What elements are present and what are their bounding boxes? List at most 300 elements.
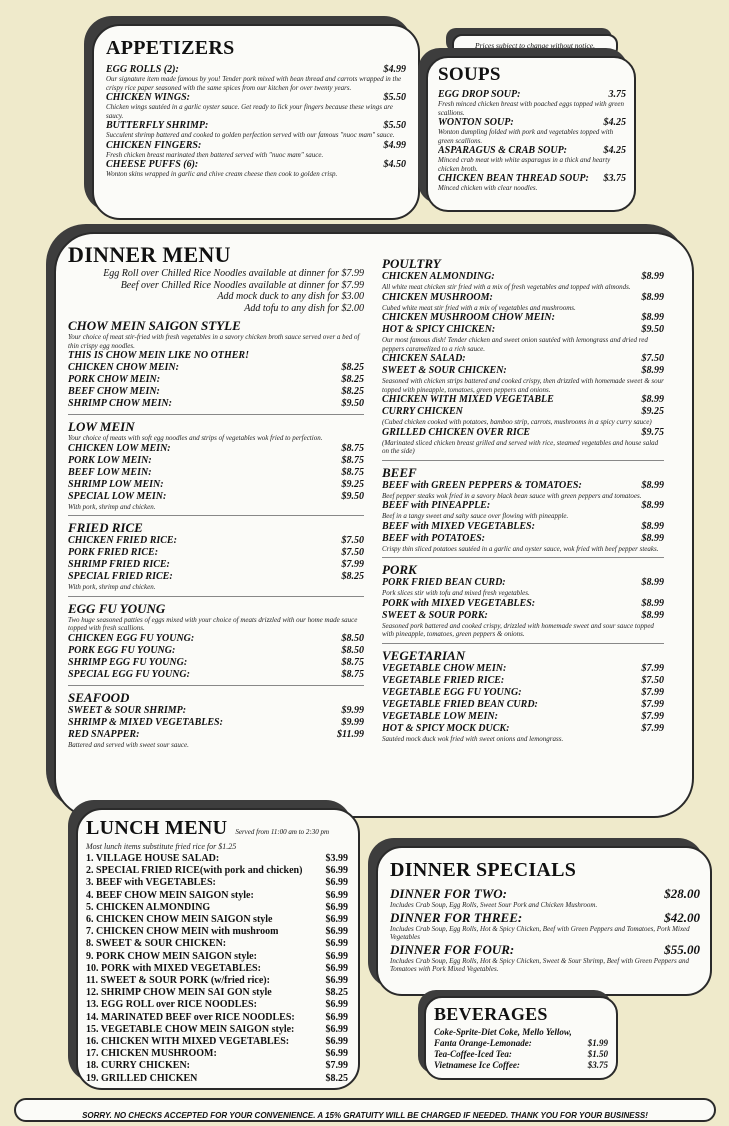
item-price: $7.99 (641, 698, 664, 710)
beverages-panel (424, 996, 618, 1080)
menu-item (382, 663, 664, 675)
section-title: EGG FU YOUNG (68, 600, 166, 616)
item-name: 8. SWEET & SOUR CHICKEN: (86, 938, 227, 950)
item-price: $6.99 (325, 1011, 348, 1023)
item-price: $8.99 (641, 609, 664, 621)
menu-item (68, 657, 364, 669)
menu-item (434, 1027, 608, 1038)
item-price: $8.99 (641, 394, 664, 405)
section-fried-rice (68, 515, 364, 592)
menu-item (434, 1060, 608, 1071)
menu-item (382, 521, 664, 533)
menu-item (382, 406, 664, 418)
item-name: CHICKEN MUSHROOM: (382, 291, 493, 303)
item-name: SHRIMP LOW MEIN: (68, 478, 164, 490)
item-name: CHEESE PUFFS (6): (106, 159, 199, 170)
item-name: CHICKEN WITH MIXED VEGETABLE (382, 394, 554, 405)
item-description: Seasoned with chicken strips battered and cooked crispy, then drizzled with homemade sweet & sour topped with pineapple, tomatoes, green peppers and onions. (382, 377, 664, 394)
item-price: $8.25 (341, 386, 364, 397)
item-price: $6.99 (325, 1048, 348, 1060)
item-name: 13. EGG ROLL over RICE NOODLES: (86, 999, 257, 1011)
item-price: $4.99 (383, 64, 406, 75)
item-price: $8.99 (641, 479, 664, 491)
soups-title: SOUPS (438, 64, 501, 85)
item-name: Tea-Coffee-Iced Tea: (434, 1049, 512, 1059)
item-description: Fresh chicken breast marinated then battered served with "nuoc mam" sauce. (106, 150, 324, 159)
section-pork (382, 557, 664, 639)
item-name: CHICKEN SALAD: (382, 353, 466, 364)
section-divider (382, 643, 664, 644)
menu-item (86, 987, 348, 999)
item-name: BEEF with MIXED VEGETABLES: (382, 520, 535, 532)
item-price: 3.75 (608, 89, 626, 100)
addon-line: Add mock duck to any dish for $3.00 (217, 291, 364, 302)
appetizers-list (106, 64, 406, 179)
item-description: Our most famous dish! Tender chicken and sweet onion sautéed with lemongrass and dried red peppers caramelized to a rich sauce. (382, 336, 648, 353)
section-note: With pork, shrimp and chicken. (68, 502, 156, 511)
lunch-list (86, 853, 348, 1085)
menu-item (68, 535, 364, 547)
appetizers-title: APPETIZERS (106, 37, 235, 59)
item-name: PORK LOW MEIN: (68, 454, 152, 466)
item-name: 17. CHICKEN MUSHROOM: (86, 1048, 217, 1060)
section-vegetarian (382, 643, 664, 744)
section-title: CHOW MEIN SAIGON STYLE (68, 318, 241, 333)
item-name: BEEF CHOW MEIN: (68, 386, 160, 397)
menu-item (382, 365, 664, 377)
item-name: DINNER FOR THREE: (390, 909, 523, 925)
item-description: Beef pepper steaks wok fried in a savory black bean sauce with green peppers and tomatoes. (382, 491, 642, 500)
section-egg-fu-young (68, 596, 364, 681)
item-name: RED SNAPPER: (68, 728, 140, 740)
menu-item (86, 975, 348, 987)
menu-item (68, 467, 364, 479)
menu-item (382, 427, 664, 439)
item-name: PORK EGG FU YOUNG: (68, 644, 176, 656)
item-name: PORK with MIXED VEGETABLES: (382, 597, 536, 609)
item-price: $7.99 (641, 662, 664, 674)
dinner-left-column (68, 242, 364, 749)
item-price: $8.99 (641, 520, 664, 532)
item-price: $6.99 (325, 950, 348, 962)
item-name: 5. CHICKEN ALMONDING (86, 901, 211, 913)
menu-item (390, 886, 700, 901)
menu-item (86, 853, 348, 865)
item-price: $8.99 (641, 365, 664, 376)
item-price: $8.25 (325, 1072, 348, 1084)
soups-panel (426, 56, 636, 212)
item-name: EGG DROP SOUP: (438, 89, 521, 100)
item-name: 18. CURRY CHICKEN: (86, 1060, 190, 1072)
menu-item (382, 610, 664, 622)
item-name: Fanta Orange-Lemonade: (434, 1038, 532, 1048)
menu-item (68, 491, 364, 503)
section-description: Your choice of meats with soft egg noodles and strips of vegetables wok fried to perfection. (68, 434, 323, 442)
specials-title: DINNER SPECIALS (390, 859, 577, 881)
menu-item (86, 1012, 348, 1024)
menu-item (106, 140, 406, 151)
menu-item (382, 533, 664, 545)
menu-item (86, 926, 348, 938)
menu-item (68, 705, 364, 717)
menu-item (382, 500, 664, 512)
section-note: Battered and served with sweet sour sauce. (68, 740, 189, 749)
item-description: Wonton skins wrapped in garlic and chive cream cheese then cook to golden crisp. (106, 170, 338, 178)
item-description: Succulent shrimp battered and cooked to golden perfection served with our famous "nuoc mam" sauce. (106, 131, 395, 139)
item-name: CHICKEN BEAN THREAD SOUP: (438, 173, 589, 184)
item-price: $8.25 (341, 571, 364, 582)
section-title: FRIED RICE (68, 520, 143, 535)
section-divider (68, 596, 364, 597)
item-price: $6.99 (325, 889, 348, 901)
section-title: BEEF (382, 464, 417, 480)
item-name: SHRIMP EGG FU YOUNG: (68, 656, 188, 668)
menu-item (438, 89, 626, 100)
menu-item (106, 64, 406, 75)
menu-item (382, 292, 664, 304)
section-divider (68, 515, 364, 516)
addon-line: Add tofu to any dish for $2.00 (244, 302, 364, 314)
appetizers-panel (92, 24, 420, 220)
item-name: SWEET & SOUR SHRIMP: (68, 704, 187, 716)
section-divider (382, 460, 664, 461)
item-name: Vietnamese Ice Coffee: (434, 1060, 520, 1070)
item-description: Wonton dumpling folded with pork and vegetables topped with green scallions. (438, 128, 614, 145)
item-name: 3. BEEF with VEGETABLES: (86, 877, 216, 889)
menu-item (68, 669, 364, 681)
item-price: $3.75 (603, 173, 626, 184)
menu-item (86, 938, 348, 950)
lunch-menu-panel (76, 808, 360, 1090)
addon-line: Beef over Chilled Rice Noodles available at dinner for $7.99 (120, 279, 364, 291)
menu-item (382, 324, 664, 336)
menu-item (68, 362, 364, 374)
menu-item (68, 633, 364, 645)
item-price: $3.99 (325, 853, 348, 864)
menu-item (382, 699, 664, 711)
item-name: BEEF with POTATOES: (382, 532, 486, 544)
footer-banner (14, 1098, 716, 1122)
item-price: $8.50 (341, 632, 364, 644)
section-tagline: THIS IS CHOW MEIN LIKE NO OTHER! (68, 350, 249, 361)
menu-item (382, 480, 664, 492)
item-name: 4. BEEF CHOW MEIN SAIGON style: (86, 889, 254, 901)
section-title: LOW MEIN (68, 419, 135, 434)
dinner-right-column (382, 254, 664, 743)
menu-item (68, 398, 364, 410)
section-divider (68, 685, 364, 686)
item-name: CHICKEN EGG FU YOUNG: (68, 632, 195, 644)
item-name: CHICKEN CHOW MEIN: (68, 362, 179, 373)
soups-list (438, 89, 626, 193)
menu-item (382, 598, 664, 610)
item-name: GRILLED CHICKEN OVER RICE (382, 426, 531, 438)
item-price: $8.75 (341, 466, 364, 478)
dinner-addons (68, 268, 364, 314)
dinner-specials-panel (376, 846, 712, 996)
item-description: Chicken wings sautéed in a garlic oyster sauce. Get ready to lick your fingers because these wings are saucy. (106, 103, 393, 120)
item-description: Pork slices stir with tofu and mixed fresh vegetables. (382, 589, 530, 597)
item-name: 10. PORK with MIXED VEGETABLES: (86, 962, 261, 974)
menu-item (382, 675, 664, 687)
footer-text: SORRY. NO CHECKS ACCEPTED FOR YOUR CONVENIENCE. A 15% GRATUITY WILL BE CHARGED IF NEEDED. THANK YOU FOR YOUR BUSINESS! (82, 1111, 648, 1120)
menu-item (68, 571, 364, 583)
item-price: $7.50 (341, 547, 364, 558)
item-description: (Marinated sliced chicken breast grilled and served with rice, steamed vegetables and house salad on the side) (382, 438, 659, 455)
item-price: $5.50 (383, 92, 406, 103)
item-price: $8.75 (341, 442, 364, 454)
item-name: SWEET & SOUR PORK: (382, 609, 488, 621)
menu-item (434, 1038, 608, 1049)
item-name: HOT & SPICY CHICKEN: (382, 324, 496, 335)
menu-item (86, 1048, 348, 1060)
item-description: Seasoned pork battered and cooked crispy, drizzled with homemade sweet and sour sauce topped with pineapple, tomatoes, green peppers & onions. (382, 621, 654, 638)
item-price: $9.50 (341, 398, 364, 409)
dinner-left-sections (68, 318, 364, 749)
item-price: $9.25 (341, 478, 364, 490)
menu-item (86, 1073, 348, 1085)
item-name: 14. MARINATED BEEF over RICE NOODLES: (86, 1011, 295, 1023)
item-price: $55.00 (664, 941, 700, 957)
item-price: $5.50 (383, 120, 406, 131)
menu-item (68, 479, 364, 491)
item-name: SHRIMP FRIED RICE: (68, 559, 170, 570)
menu-item (86, 865, 348, 877)
item-price: $6.99 (325, 865, 348, 877)
item-name: 6. CHICKEN CHOW MEIN SAIGON style (86, 914, 273, 926)
item-price: $8.50 (341, 644, 364, 656)
menu-item (438, 117, 626, 128)
item-price: $9.50 (641, 324, 664, 335)
item-price: $6.99 (325, 877, 348, 889)
lunch-hours: Served from 11:00 am to 2:30 pm (235, 828, 330, 836)
item-price: $9.99 (341, 716, 364, 728)
section-low-mein (68, 414, 364, 511)
beverages-list (434, 1027, 608, 1071)
item-name: SHRIMP & MIXED VEGETABLES: (68, 716, 223, 728)
item-price: $8.75 (341, 656, 364, 668)
item-price: $8.75 (341, 454, 364, 466)
section-divider (68, 414, 364, 415)
item-price: $1.99 (587, 1038, 608, 1048)
item-price: $7.50 (641, 353, 664, 364)
menu-item (86, 890, 348, 902)
menu-item (68, 717, 364, 729)
item-description: Minced crab meat with white asparagus in a thick and hearty chicken broth. (438, 156, 611, 173)
item-price: $8.75 (341, 668, 364, 680)
section-title: VEGETARIAN (382, 647, 466, 663)
item-price: $6.99 (325, 914, 348, 926)
section-beef (382, 460, 664, 554)
item-name: VEGETABLE FRIED RICE: (382, 674, 505, 686)
menu-item (390, 942, 700, 957)
item-name: VEGETABLE FRIED BEAN CURD: (382, 698, 538, 710)
menu-item (86, 963, 348, 975)
section-note: With pork, shrimp and chicken. (68, 583, 156, 591)
section-title: POULTRY (382, 256, 441, 271)
menu-item (382, 723, 664, 735)
lunch-note: Most lunch items substitute fried rice for $1.25 (86, 842, 237, 851)
item-price: $8.25 (341, 362, 364, 373)
item-name: CHICKEN MUSHROOM CHOW MEIN: (382, 312, 555, 323)
item-name: PORK FRIED RICE: (68, 547, 159, 558)
section-note: Crispy thin sliced potatoes sautéed in a garlic and oyster sauce, wok fried with beef pepper steaks. (382, 544, 659, 553)
item-description: Minced chicken with clear noodles. (438, 184, 538, 192)
menu-item (382, 394, 664, 406)
item-description: Beef in a tangy sweet and salty sauce over flowing with pineapple. (382, 512, 569, 520)
item-price: $7.99 (641, 710, 664, 722)
item-name: PORK CHOW MEIN: (68, 374, 161, 385)
item-name: DINNER FOR FOUR: (390, 941, 515, 957)
menu-item (68, 386, 364, 398)
item-price: $4.25 (603, 145, 626, 156)
item-price: $6.99 (325, 926, 348, 938)
item-price: $7.50 (641, 674, 664, 686)
item-price: $7.99 (341, 559, 364, 570)
item-name: SPECIAL EGG FU YOUNG: (68, 668, 190, 680)
item-name: PORK FRIED BEAN CURD: (382, 577, 506, 588)
item-price: $11.99 (337, 728, 364, 740)
item-price: $6.99 (325, 901, 348, 913)
price-note: Prices subject to change without notice. (475, 41, 595, 50)
dinner-menu-panel (54, 232, 694, 818)
item-name: CHICKEN WINGS: (106, 92, 191, 103)
item-price: $8.99 (641, 271, 664, 282)
menu-item (390, 910, 700, 925)
menu-item (106, 120, 406, 131)
item-price: $9.25 (641, 406, 664, 417)
item-price: $1.50 (587, 1049, 608, 1059)
section-description: Your choice of meat stir-fried with fresh vegetables in a savory chicken broth sauce served over a bed of thin crispy egg noodles. (68, 333, 360, 350)
item-price: $7.99 (641, 686, 664, 698)
item-price: $8.25 (325, 987, 348, 999)
menu-item (382, 711, 664, 723)
section-description: Two huge seasoned patties of eggs mixed with your choice of meats drizzled with our home made sauce topped with fresh scallions. (68, 615, 358, 632)
menu-item (86, 1060, 348, 1072)
item-description: Includes Crab Soup, Egg Rolls, Hot & Spicy Chicken, Sweet & Sour Shrimp, Beef with Green Peppers and Tomatoes with Pork Mixed Vegetables. (390, 956, 689, 973)
menu-item (382, 271, 664, 283)
item-name: 9. PORK CHOW MEIN SAIGON style: (86, 950, 257, 962)
item-price: $8.99 (641, 532, 664, 544)
item-description: Fresh minced chicken breast with poached eggs topped with green scallions. (438, 100, 625, 117)
section-poultry (382, 256, 664, 456)
menu-item (106, 92, 406, 103)
item-price: $8.99 (641, 291, 664, 303)
menu-item (438, 173, 626, 184)
menu-item (86, 999, 348, 1011)
menu-item (382, 312, 664, 324)
menu-item (382, 353, 664, 365)
item-description: (Cubed chicken cooked with potatoes, bamboo strip, carrots, mushrooms in a spicy curry sauce) (382, 418, 652, 426)
menu-item (68, 729, 364, 741)
item-price: $6.99 (325, 938, 348, 950)
menu-item (86, 914, 348, 926)
section-note: Sautéed mock duck wok fried with sweet onions and lemongrass. (382, 734, 564, 743)
item-name: 15. VEGETABLE CHOW MEIN SAIGON style: (86, 1023, 295, 1035)
menu-item (86, 877, 348, 889)
addon-line: Egg Roll over Chilled Rice Noodles available at dinner for $7.99 (103, 268, 364, 279)
item-name: SWEET & SOUR CHICKEN: (382, 365, 507, 376)
item-name: BEEF with PINEAPPLE: (382, 500, 491, 511)
item-name: 2. SPECIAL FRIED RICE(with pork and chicken) (86, 865, 303, 877)
menu-item (86, 902, 348, 914)
item-price: $6.99 (325, 975, 348, 987)
item-price: $8.99 (641, 500, 664, 511)
item-name: VEGETABLE LOW MEIN: (382, 710, 498, 722)
item-name: 7. CHICKEN CHOW MEIN with mushroom (86, 926, 279, 938)
section-title: PORK (382, 562, 417, 577)
item-name: CURRY CHICKEN (382, 406, 463, 417)
item-price: $9.99 (341, 704, 364, 716)
menu-item (68, 443, 364, 455)
item-name: SPECIAL FRIED RICE: (68, 571, 173, 582)
item-name: HOT & SPICY MOCK DUCK: (382, 722, 510, 734)
item-description: Our signature item made famous by you! Tender pork mixed with bean thread and carrots wrapped in the crispy rice paper seasoned with the same spices from our kitchen for over twenty years. (106, 75, 402, 92)
menu-item (86, 1024, 348, 1036)
section-title: SEAFOOD (68, 689, 130, 705)
lunch-title: LUNCH MENU (86, 817, 228, 839)
menu-item (68, 645, 364, 657)
menu-item (382, 577, 664, 589)
section-seafood (68, 685, 364, 750)
menu-item (434, 1049, 608, 1060)
menu-item (86, 1036, 348, 1048)
item-name: CHICKEN FRIED RICE: (68, 535, 177, 546)
item-price: $8.99 (641, 312, 664, 323)
menu-item (438, 145, 626, 156)
item-name: Coke-Sprite-Diet Coke, Mello Yellow, (434, 1027, 572, 1037)
item-name: 12. SHRIMP CHOW MEIN SAI GON style (86, 987, 272, 999)
menu-item (382, 687, 664, 699)
menu-item (86, 951, 348, 963)
item-name: 11. SWEET & SOUR PORK (w/fried rice): (86, 975, 270, 987)
item-price: $28.00 (664, 886, 700, 901)
item-name: DINNER FOR TWO: (390, 886, 508, 901)
item-name: CHICKEN ALMONDING: (382, 271, 495, 282)
specials-list (390, 886, 700, 974)
item-name: WONTON SOUP: (438, 117, 514, 128)
dinner-title: DINNER MENU (68, 242, 231, 267)
item-price: $4.99 (383, 139, 406, 151)
item-name: EGG ROLLS (2): (106, 64, 179, 75)
item-price: $6.99 (325, 962, 348, 974)
item-price: $42.00 (664, 909, 700, 925)
price-note-box (452, 34, 618, 58)
item-name: BUTTERFLY SHRIMP: (106, 120, 209, 131)
item-name: 19. GRILLED CHICKEN (86, 1072, 198, 1084)
item-price: $9.75 (641, 426, 664, 438)
item-name: VEGETABLE EGG FU YOUNG: (382, 686, 522, 698)
item-name: ASPARAGUS & CRAB SOUP: (438, 145, 568, 156)
item-name: 1. VILLAGE HOUSE SALAD: (86, 853, 220, 864)
item-name: BEEF LOW MEIN: (68, 466, 152, 478)
menu-item (106, 159, 406, 170)
item-description: Cubed white meat stir fried with a mix of vegetables and mushrooms. (382, 303, 576, 312)
item-price: $6.99 (325, 999, 348, 1011)
item-price: $8.25 (341, 374, 364, 385)
section-divider (382, 557, 664, 558)
item-name: SPECIAL LOW MEIN: (68, 490, 167, 502)
item-description: All white meat chicken stir fried with a mix of fresh vegetables and topped with almonds. (382, 283, 631, 291)
item-price: $4.25 (603, 117, 626, 128)
section-chow-mein (68, 318, 364, 410)
item-name: 16. CHICKEN WITH MIXED VEGETABLES: (86, 1036, 290, 1048)
menu-item (68, 455, 364, 467)
item-name: BEEF with GREEN PEPPERS & TOMATOES: (382, 479, 582, 491)
item-price: $7.99 (325, 1060, 348, 1072)
beverages-title: BEVERAGES (434, 1004, 548, 1024)
item-name: CHICKEN FINGERS: (106, 139, 202, 151)
